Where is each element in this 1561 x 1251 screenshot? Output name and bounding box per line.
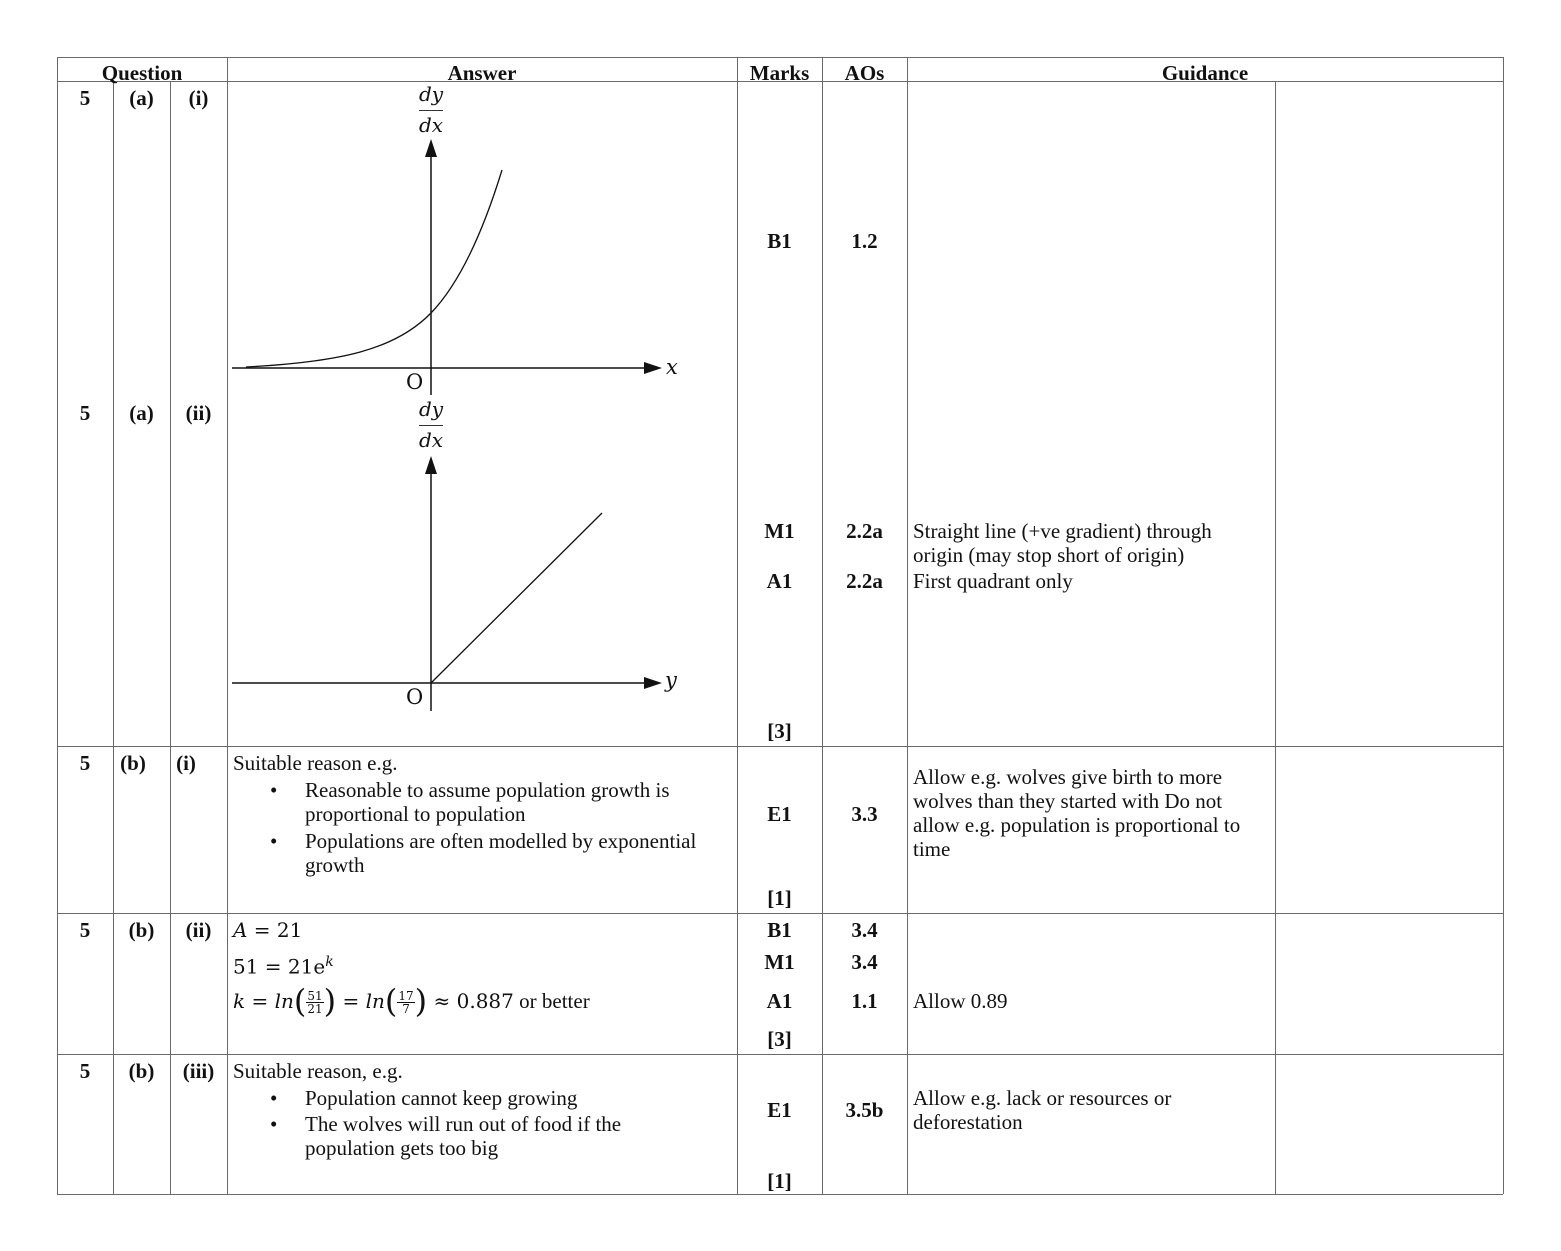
question-part: (b): [120, 751, 146, 775]
question-part: (b): [128, 1059, 155, 1083]
y-axis-label-numerator: dy: [418, 397, 444, 421]
question-part: (a): [129, 401, 154, 425]
answer-bullet: • Population cannot keep growing: [305, 1086, 577, 1110]
guidance-text: Allow e.g. wolves give birth to more wolves than they started with Do not allow e.g. population is proportional to time: [913, 765, 1241, 861]
mark-total: [1]: [767, 886, 792, 910]
ao: 2.2a: [846, 569, 883, 593]
answer-bullet: • Populations are often modelled by exponential growth: [305, 829, 730, 877]
mark: M1: [764, 950, 795, 974]
mark: E1: [767, 802, 792, 826]
answer-bullet: • Reasonable to assume population growth is proportional to population: [305, 778, 725, 826]
header-aos: AOs: [844, 61, 885, 85]
answer-line-2: $51 = 21e^k$: [233, 954, 334, 979]
header-marks: Marks: [749, 61, 810, 85]
guidance-text: Allow e.g. lack or resources or deforestation: [913, 1086, 1172, 1134]
answer-bullet: • The wolves will run out of food if the population gets too big: [305, 1112, 665, 1160]
guidance-text: First quadrant only: [913, 569, 1073, 593]
x-axis-label: y: [665, 668, 677, 692]
mark-total: [1]: [767, 1169, 792, 1193]
ao: 3.3: [851, 802, 878, 826]
question-number: 5: [79, 1059, 91, 1083]
mark: B1: [767, 229, 792, 253]
mark-total: [3]: [767, 1027, 792, 1051]
ao: 1.2: [851, 229, 878, 253]
header-question: Question: [101, 61, 183, 85]
guidance-text: Straight line (+ve gradient) through origin (may stop short of origin): [913, 519, 1212, 567]
origin-label: O: [406, 370, 424, 394]
mark: A1: [766, 989, 793, 1013]
question-number: 5: [79, 918, 91, 942]
mark: A1: [766, 569, 793, 593]
answer-intro: Suitable reason, e.g.: [233, 1059, 403, 1083]
header-answer: Answer: [447, 61, 517, 85]
ao: 3.5b: [845, 1098, 884, 1122]
y-axis-label-denominator: dx: [418, 113, 444, 137]
question-subpart: (i): [188, 86, 209, 110]
question-subpart: (i): [176, 751, 196, 775]
guidance-text: Allow 0.89: [913, 989, 1008, 1013]
question-number: 5: [79, 751, 91, 775]
y-axis-label-numerator: dy: [418, 82, 444, 106]
y-axis-label-denominator: dx: [418, 428, 444, 452]
question-subpart: (ii): [185, 401, 212, 425]
ao: 2.2a: [846, 519, 883, 543]
question-subpart: (iii): [182, 1059, 215, 1083]
mark: E1: [767, 1098, 792, 1122]
ao: 3.4: [851, 918, 878, 942]
mark-total: [3]: [767, 719, 792, 743]
question-part: (a): [129, 86, 154, 110]
answer-line-1: A = 21: [233, 918, 303, 942]
answer-line-3: k = ln( $\frac{51}{21}$ ) = ln( $\frac{17}{7}$ ) ≈ 0.887 or better: [233, 981, 590, 1020]
answer-intro: Suitable reason e.g.: [233, 751, 398, 775]
header-guidance: Guidance: [1161, 61, 1249, 85]
mark: B1: [767, 918, 792, 942]
origin-label: O: [406, 685, 424, 709]
mark: M1: [764, 519, 795, 543]
question-number: 5: [79, 401, 91, 425]
question-subpart: (ii): [185, 918, 212, 942]
question-part: (b): [128, 918, 155, 942]
x-axis-label: x: [666, 355, 678, 379]
ao: 1.1: [851, 989, 878, 1013]
ao: 3.4: [851, 950, 878, 974]
question-number: 5: [79, 86, 91, 110]
